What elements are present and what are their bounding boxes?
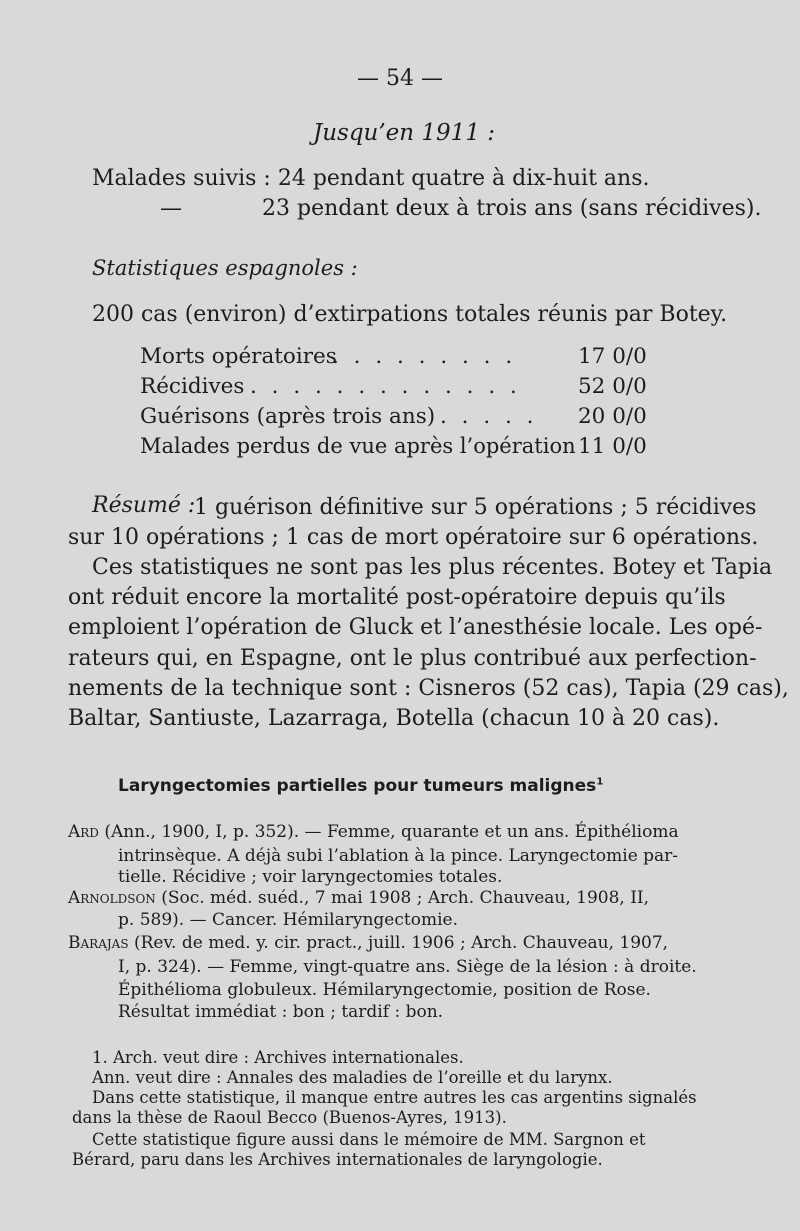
reference-text: Résultat immédiat : bon ; tardif : bon. [118, 1002, 444, 1022]
reference-text: (Ann., 1900, I, p. 352). — Femme, quarante et un ans. Épithélioma [104, 822, 679, 842]
reference-author: Ard [68, 822, 99, 842]
stat-label: Morts opératoires [140, 344, 337, 369]
reference-entry [68, 822, 679, 843]
footnote-line: Bérard, paru dans les Archives internationales de laryngologie. [72, 1150, 603, 1169]
reference-text: p. 589). — Cancer. Hémilaryngectomie. [118, 910, 458, 930]
followed-line-1: Malades suivis : 24 pendant quatre à dix-huit ans. [92, 166, 650, 191]
followed-dash: — [160, 196, 182, 221]
footnote-line: Cette statistique figure aussi dans le mémoire de MM. Sargnon et [92, 1130, 646, 1149]
resume-line: sur 10 opérations ; 1 cas de mort opératoire sur 6 opérations. [68, 525, 759, 550]
footnote-line: Dans cette statistique, il manque entre autres les cas argentins signalés [92, 1088, 697, 1107]
paragraph-line: nements de la technique sont : Cisneros (52 cas), Tapia (29 cas), [68, 676, 789, 701]
resume-line: 1 guérison définitive sur 5 opérations ; 5 récidives [194, 495, 757, 520]
spanish-intro: 200 cas (environ) d’extirpations totales réunis par Botey. [92, 302, 728, 327]
paragraph-line: Ces statistiques ne sont pas les plus récentes. Botey et Tapia [92, 555, 773, 580]
reference-text: tielle. Récidive ; voir laryngectomies totales. [118, 867, 503, 887]
stat-leader-dots: . . . . . . . . . [332, 344, 517, 369]
paragraph-line: ont réduit encore la mortalité post-opératoire depuis qu’ils [68, 585, 726, 610]
reference-entry [68, 933, 668, 954]
section-title-text: Laryngectomies partielles pour tumeurs malignes [118, 776, 597, 796]
stat-label: Malades perdus de vue après l’opération [140, 434, 576, 458]
stat-label: Récidives [140, 374, 245, 399]
stat-value: 11 0/0 [578, 434, 647, 459]
footnote-mark: 1 [596, 776, 604, 788]
stat-value: 52 0/0 [578, 374, 647, 399]
paragraph-line: rateurs qui, en Espagne, ont le plus contribué aux perfection- [68, 646, 757, 671]
heading-1911: Jusqu’en 1911 : [313, 120, 496, 146]
heading-spanish-stats: Statistiques espagnoles : [92, 256, 358, 280]
footnote-line: Ann. veut dire : Annales des maladies de l’oreille et du larynx. [92, 1068, 613, 1087]
stat-value: 20 0/0 [578, 404, 647, 429]
followed-line-2: 23 pendant deux à trois ans (sans récidives). [262, 196, 762, 221]
reference-text: Épithélioma globuleux. Hémilaryngectomie, position de Rose. [118, 980, 651, 1000]
stat-leader-dots: . . . . . [440, 404, 538, 429]
footnote-line: 1. Arch. veut dire : Archives internationales. [92, 1048, 464, 1067]
paragraph-line: emploient l’opération de Gluck et l’anesthésie locale. Les opé- [68, 615, 763, 640]
reference-author: Arnoldson [68, 888, 156, 908]
reference-text: (Rev. de med. y. cir. pract., juill. 1906 ; Arch. Chauveau, 1907, [133, 933, 669, 953]
stat-leader-dots: . . . . . . . . . . . . . [250, 374, 521, 399]
footnote-line: dans la thèse de Raoul Becco (Buenos-Ayres, 1913). [72, 1108, 507, 1127]
reference-entry [68, 888, 649, 909]
paragraph-line: Baltar, Santiuste, Lazarraga, Botella (chacun 10 à 20 cas). [68, 706, 720, 731]
reference-text: I, p. 324). — Femme, vingt-quatre ans. Siège de la lésion : à droite. [118, 957, 697, 977]
reference-text: (Soc. méd. suéd., 7 mai 1908 ; Arch. Chauveau, 1908, II, [161, 888, 650, 908]
stat-label: Guérisons (après trois ans) [140, 404, 436, 429]
section-title [118, 776, 603, 796]
stat-value: 17 0/0 [578, 344, 647, 369]
resume-label: Résumé : [92, 493, 196, 518]
reference-author: Barajas [68, 933, 129, 953]
page-number: — 54 — [357, 66, 443, 91]
reference-text: intrinsèque. A déjà subi l’ablation à la pince. Laryngectomie par- [118, 846, 679, 866]
